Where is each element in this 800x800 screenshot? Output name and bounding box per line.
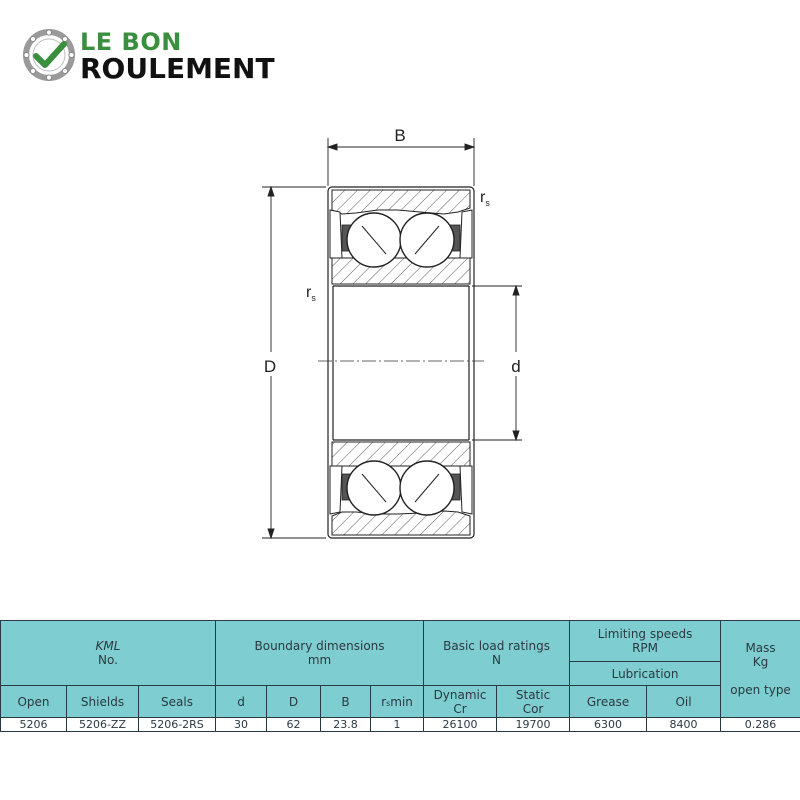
dimension-B-label: B	[394, 126, 406, 145]
logo-text-bottom: ROULEMENT	[80, 52, 275, 85]
col-B: B	[321, 686, 371, 718]
limiting-speeds-header: Limiting speeds RPM	[570, 621, 721, 662]
cell-seals: 5206-2RS	[139, 718, 216, 732]
table-row	[1, 718, 800, 732]
col-oil: Oil	[647, 686, 721, 718]
col-shields: Shields	[67, 686, 139, 718]
cell-cr: 26100	[424, 718, 497, 732]
col-seals: Seals	[139, 686, 216, 718]
dimension-d-label: d	[511, 357, 521, 376]
load-ratings-header: Basic load ratings N	[424, 621, 570, 686]
mass-header: Mass Kg open type	[721, 621, 800, 718]
cell-D: 62	[267, 718, 321, 732]
upper-section	[330, 190, 472, 284]
cell-mass: 0.286	[721, 718, 800, 732]
cell-shields: 5206-ZZ	[67, 718, 139, 732]
kml-no-header: KML No.	[1, 621, 216, 686]
col-open: Open	[1, 686, 67, 718]
cell-cor: 19700	[497, 718, 570, 732]
cell-B: 23.8	[321, 718, 371, 732]
cell-open: 5206	[1, 718, 67, 732]
dimension-B	[328, 138, 474, 186]
specification-table	[0, 620, 800, 732]
cell-d: 30	[216, 718, 267, 732]
lower-section	[330, 442, 472, 535]
dimension-D-label: D	[263, 357, 277, 376]
col-static-cor: Static Cor	[497, 686, 570, 718]
radius-label-top: $r_s$	[480, 189, 490, 208]
radius-label-side: $r_s$	[306, 284, 316, 303]
boundary-dimensions-header: Boundary dimensions mm	[216, 621, 424, 686]
col-rsmin: rsmin	[371, 686, 424, 718]
cell-grease: 6300	[570, 718, 647, 732]
col-D: D	[267, 686, 321, 718]
lubrication-header: Lubrication	[570, 662, 721, 686]
cell-rsmin: 1	[371, 718, 424, 732]
logo-text-top: LE BON	[80, 28, 182, 56]
cell-oil: 8400	[647, 718, 721, 732]
col-dynamic-cr: Dynamic Cr	[424, 686, 497, 718]
col-d: d	[216, 686, 267, 718]
col-grease: Grease	[570, 686, 647, 718]
